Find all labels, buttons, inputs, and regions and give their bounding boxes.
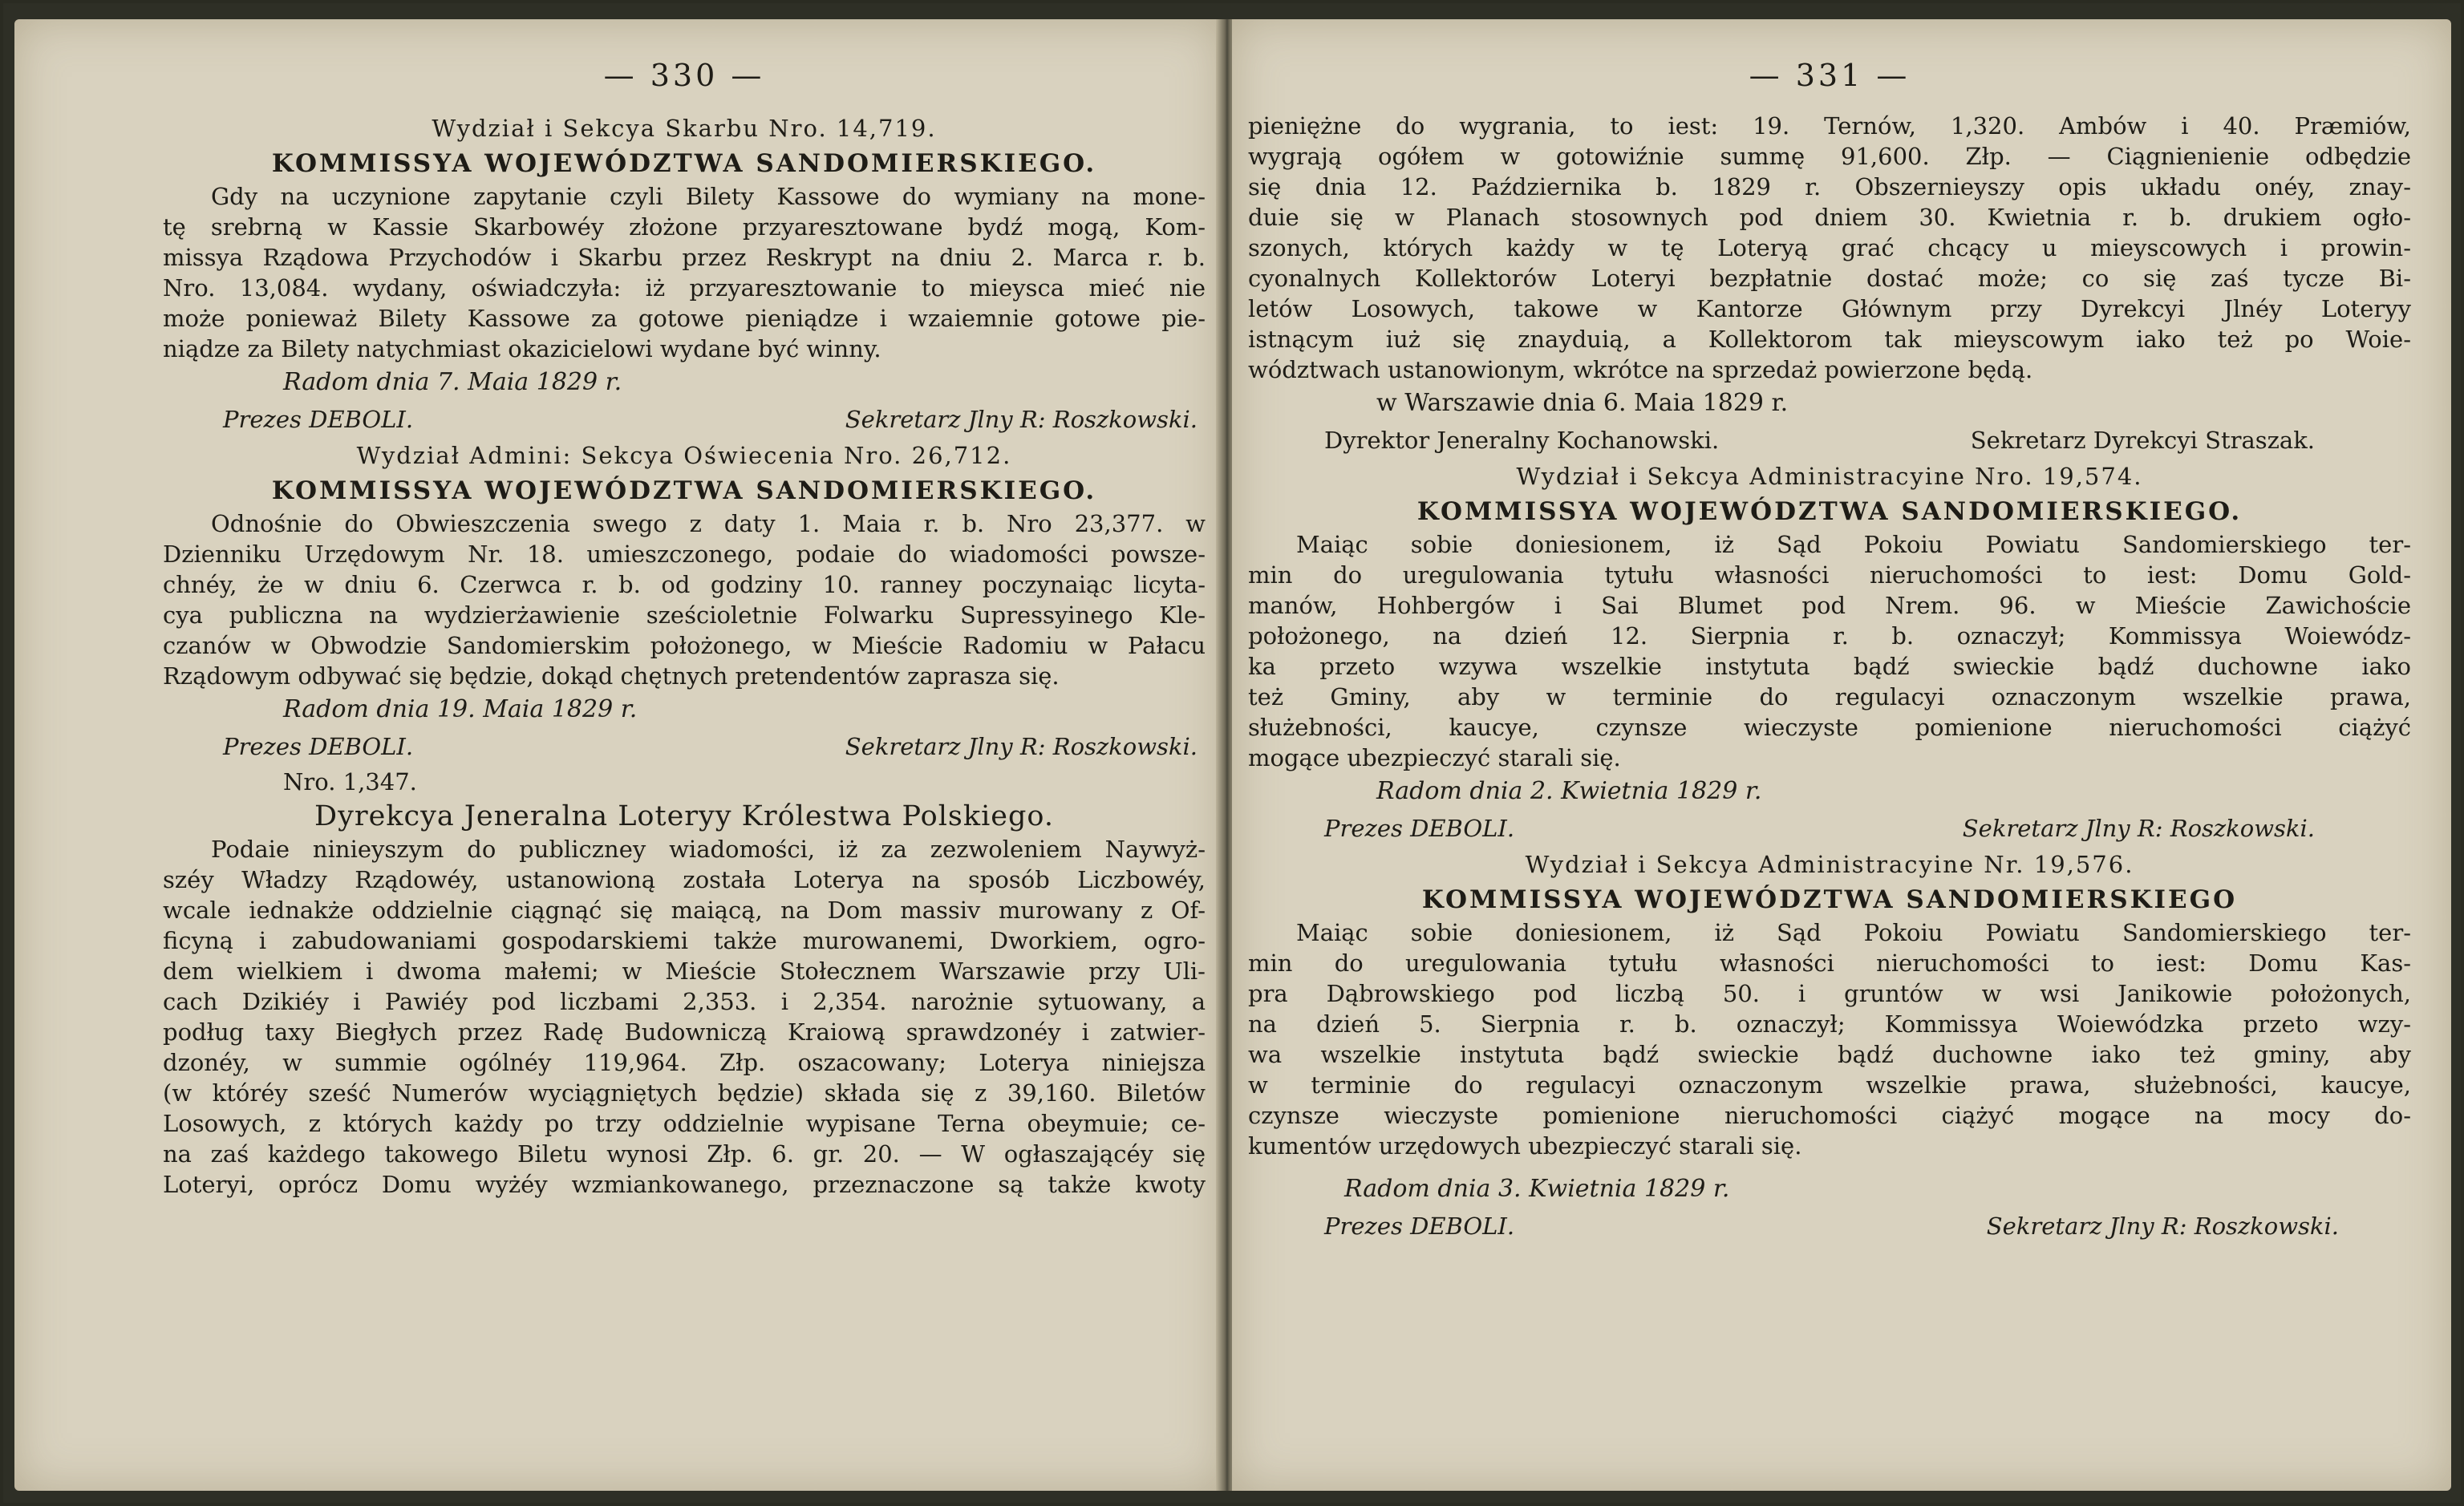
text-line: Nro. 13,084. wydany, oświadczyła: iż przyaresztowanie to mieysca mieć nie (163, 274, 1206, 302)
text-line: min do uregulowania tytułu własności nieruchomości to iest: Domu Gold- (1248, 561, 2411, 589)
signature-line (1248, 1208, 2411, 1245)
signature-line (1248, 422, 2411, 459)
signature-president: Prezes DEBOLI. (1324, 815, 1515, 842)
text-line: ka przeto wzywa wszelkie instytuta bądź swieckie bądź duchowne iako (1248, 653, 2411, 680)
notice-date: Radom dnia 2. Kwietnia 1829 r. (1376, 777, 1762, 805)
notice-reference: Nro. 1,347. (283, 768, 417, 796)
notice-reference: Wydział i Sekcya Administracyine Nro. 19,574. (1516, 463, 2143, 490)
text-line: kumentów urzędowych ubezpieczyć starali się. (1248, 1132, 1802, 1160)
notice-body (1248, 111, 2411, 385)
text-line: wygrają ogółem w gotowiźnie summę 91,600. Złp. — Ciągnienienie odbędzie (1248, 143, 2411, 170)
text-line: wcale iednakże oddzielnie ciągnąć się maiącą, na Dom massiv murowany z Of- (163, 897, 1206, 924)
signature-secretary: Sekretarz Jlny R: Roszkowski. (1962, 815, 2315, 842)
notice-body (163, 181, 1206, 364)
right-page-content (1248, 58, 2411, 1245)
text-line: na dzień 5. Sierpnia r. b. oznaczył; Kommissya Woiewódzka przeto wzy- (1248, 1010, 2411, 1038)
left-page-content (163, 58, 1206, 1200)
notice-date: w Warszawie dnia 6. Maia 1829 r. (1376, 389, 1789, 417)
signature-director: Dyrektor Jeneralny Kochanowski. (1324, 427, 1720, 454)
signature-president: Prezes DEBOLI. (223, 406, 414, 433)
text-line: czynsze wieczyste pomienione nieruchomości ciążyć mogące na mocy do- (1248, 1102, 2411, 1129)
text-line: Loteryi, oprócz Domu wyżéy wzmiankowanego, przeznaczone są także kwoty (163, 1171, 1206, 1198)
text-line: cya publiczna na wydzierżawienie sześcioletnie Folwarku Supressyinego Kle- (163, 601, 1206, 629)
text-line: wa wszelkie instytuta bądź swieckie bądź duchowne iako też gminy, aby (1248, 1041, 2411, 1068)
notice-heading: KOMMISSYA WOJEWÓDZTWA SANDOMIERSKIEGO. (1416, 497, 2243, 526)
text-line: czanów w Obwodzie Sandomierskim położonego, w Mieście Radomiu w Pałacu (163, 632, 1206, 659)
left-page (14, 19, 1222, 1491)
text-line: Maiąc sobie doniesionem, iż Sąd Pokoiu Powiatu Sandomierskiego ter- (1296, 919, 2411, 946)
text-line: pieniężne do wygrania, to iest: 19. Ternów, 1,320. Ambów i 40. Præmiów, (1248, 112, 2411, 140)
notice-heading: KOMMISSYA WOJEWÓDZTWA SANDOMIERSKIEGO. (271, 149, 1097, 178)
text-line: szonych, których każdy w tę Loteryą grać chcący u mieyscowych i prowin- (1248, 234, 2411, 261)
notice-body (1248, 917, 2411, 1161)
text-line: wództwach ustanowionym, wkrótce na sprzedaż powierzone będą. (1248, 356, 2033, 383)
signature-line (1248, 810, 2411, 847)
text-line: na zaś każdego takowego Biletu wynosi Złp. 6. gr. 20. — W ogłaszającéy się (163, 1140, 1206, 1168)
text-line: manów, Hohbergów i Sai Blumet pod Nrem. 96. w Mieście Zawichoście (1248, 592, 2411, 619)
signature-secretary: Sekretarz Jlny R: Roszkowski. (845, 406, 1198, 433)
text-line: Odnośnie do Obwieszczenia swego z daty 1. Maia r. b. Nro 23,377. w (211, 510, 1206, 537)
text-line: (w któréy sześć Numerów wyciągniętych będzie) składa się z 39,160. Biletów (163, 1079, 1206, 1107)
notice-date: Radom dnia 19. Maia 1829 r. (283, 695, 638, 723)
right-page (1232, 19, 2451, 1491)
text-line: pra Dąbrowskiego pod liczbą 50. i gruntów w wsi Janikowie położonych, (1248, 980, 2411, 1007)
text-line: służebności, kaucye, czynsze wieczyste pomienione nieruchomości ciążyć (1248, 714, 2411, 741)
notice-heading: Dyrekcya Jeneralna Loteryy Królestwa Polskiego. (314, 800, 1054, 832)
book-scan (3, 3, 2461, 1503)
text-line: letów Losowych, takowe w Kantorze Głównym przy Dyrekcyi Jlnéy Loteryy (1248, 295, 2411, 322)
notice-heading: KOMMISSYA WOJEWÓDZTWA SANDOMIERSKIEGO. (271, 476, 1097, 505)
page-number: — 331 — (1749, 58, 1911, 93)
text-line: niądze za Bilety natychmiast okazicielowi wydane być winny. (163, 335, 881, 362)
text-line: cyonalnych Kollektorów Loteryi bezpłatnie dostać może; co się zaś tycze Bi- (1248, 265, 2411, 292)
text-line: duie się w Planach stosownych pod dniem 30. Kwietnia r. b. drukiem ogło- (1248, 204, 2411, 231)
text-line: w terminie do regulacyi oznaczonym wszelkie prawa, służebności, kaucye, (1248, 1071, 2411, 1099)
notice-date: Radom dnia 3. Kwietnia 1829 r. (1344, 1175, 1730, 1203)
notice-body (163, 508, 1206, 691)
text-line: podług taxy Biegłych przez Radę Budowniczą Kraiową sprawdzonéy i zatwier- (163, 1018, 1206, 1046)
signature-secretary: Sekretarz Dyrekcyi Straszak. (1970, 427, 2315, 454)
notice-body (1248, 529, 2411, 773)
text-line: Losowych, z których każdy po trzy oddzielnie wypisane Terna obeymuie; ce- (163, 1110, 1206, 1137)
text-line: Dzienniku Urzędowym Nr. 18. umieszczonego, podaie do wiadomości powsze- (163, 540, 1206, 568)
text-line: może ponieważ Bilety Kassowe za gotowe pieniądze i wzaiemnie gotowe pie- (163, 305, 1206, 332)
text-line: dzonéy, w summie ogólnéy 119,964. Złp. oszacowany; Loterya niniejsza (163, 1049, 1206, 1076)
text-line: Rządowym odbywać się będzie, dokąd chętnych pretendentów zaprasza się. (163, 662, 1060, 690)
signature-president: Prezes DEBOLI. (223, 733, 414, 760)
text-line: min do uregulowania tytułu własności nieruchomości to iest: Domu Kas- (1248, 949, 2411, 977)
notice-reference: Wydział Admini: Sekcya Oświecenia Nro. 26,712. (356, 442, 1012, 469)
text-line: missya Rządowa Przychodów i Skarbu przez Reskrypt na dniu 2. Marca r. b. (163, 244, 1206, 271)
notice-heading: KOMMISSYA WOJEWÓDZTWA SANDOMIERSKIEGO (1421, 885, 2238, 914)
text-line: też Gminy, aby w terminie do regulacyi oznaczonym wszelkie prawa, (1248, 683, 2411, 710)
text-line: széy Władzy Rządowéy, ustanowioną została Loterya na sposób Liczbowéy, (163, 866, 1206, 893)
page-number: — 330 — (603, 58, 765, 93)
text-line: Podaie ninieyszym do publiczney wiadomości, iż za zezwoleniem Naywyż- (211, 836, 1206, 863)
text-line: mogące ubezpieczyć starali się. (1248, 744, 1621, 771)
text-line: tę srebrną w Kassie Skarbowéy złożone przyaresztowane bydź mogą, Kom- (163, 213, 1206, 241)
signature-secretary: Sekretarz Jlny R: Roszkowski. (1986, 1212, 2339, 1240)
text-line: Maiąc sobie doniesionem, iż Sąd Pokoiu Powiatu Sandomierskiego ter- (1296, 531, 2411, 558)
text-line: dem wielkiem i dwoma małemi; w Mieście Stołecznem Warszawie przy Uli- (163, 957, 1206, 985)
text-line: położonego, na dzień 12. Sierpnia r. b. oznaczył; Kommissya Woiewódz- (1248, 622, 2411, 650)
signature-president: Prezes DEBOLI. (1324, 1212, 1515, 1240)
notice-reference: Wydział i Sekcya Skarbu Nro. 14,719. (432, 115, 937, 142)
text-line: Gdy na uczynione zapytanie czyli Bilety Kassowe do wymiany na mone- (211, 183, 1206, 210)
signature-line (163, 401, 1206, 438)
text-line: się dnia 12. Października b. 1829 r. Obszernieyszy opis układu onéy, znay- (1248, 173, 2411, 200)
text-line: ficyną i zabudowaniami gospodarskiemi także murowanemi, Dworkiem, ogro- (163, 927, 1206, 954)
notice-body (163, 834, 1206, 1200)
signature-secretary: Sekretarz Jlny R: Roszkowski. (845, 733, 1198, 760)
text-line: istnącym iuż się znayduią, a Kollektorom tak mieyscowym iako też po Woie- (1248, 326, 2411, 353)
signature-line (163, 728, 1206, 765)
notice-date: Radom dnia 7. Maia 1829 r. (283, 368, 622, 396)
text-line: cach Dzikiéy i Pawiéy pod liczbami 2,353. i 2,354. narożnie sytuowany, a (163, 988, 1206, 1015)
text-line: chnéy, że w dniu 6. Czerwca r. b. od godziny 10. ranney poczynaiąc licyta- (163, 571, 1206, 598)
notice-reference: Wydział i Sekcya Administracyine Nr. 19,576. (1525, 851, 2134, 878)
